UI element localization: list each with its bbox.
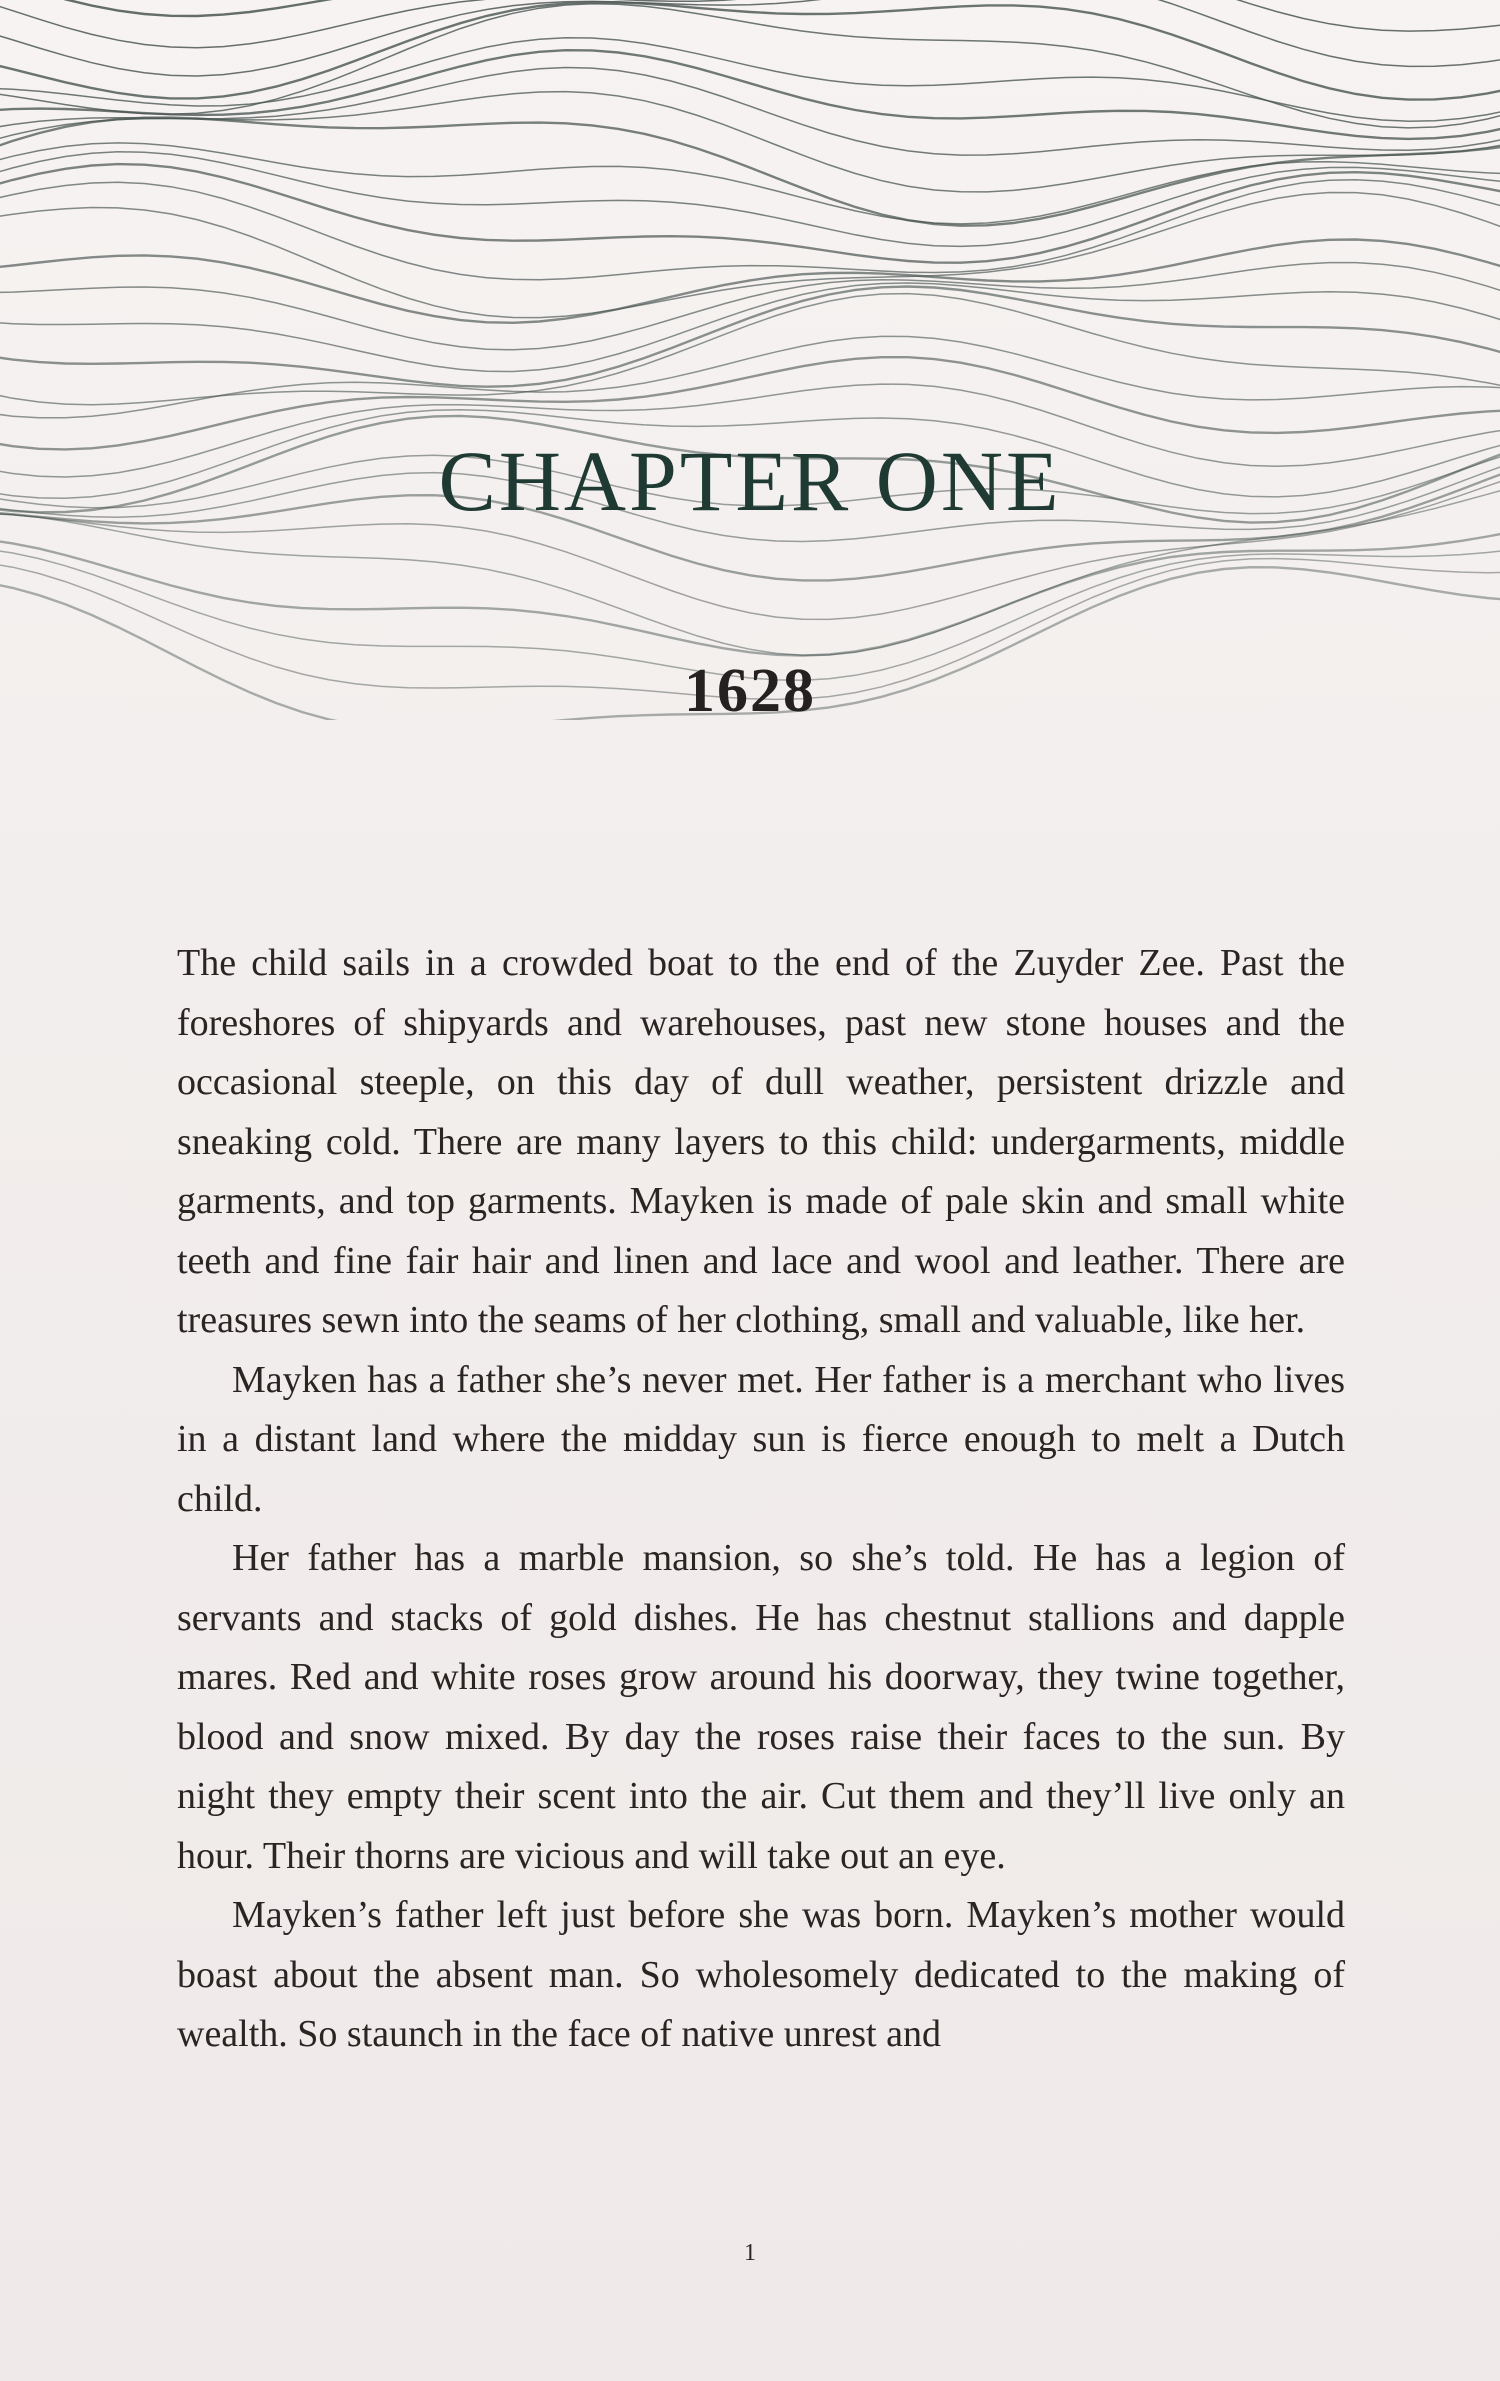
chapter-title: CHAPTER ONE [438, 433, 1062, 529]
wave-line [0, 287, 1500, 387]
wave-line [0, 240, 1500, 323]
wave-line [0, 68, 1500, 156]
paragraph: Mayken has a father she’s never met. Her father is a merchant who lives in a distant land where the midday sun is fierce enough to melt a Dutch child. [177, 1358, 1345, 1520]
wave-line [0, 50, 1500, 139]
paragraph: The child sails in a crowded boat to the end of the Zuyder Zee. Past the foreshores of shipyards and warehouses, past new stone houses and the occasional steeple, on this day of dull weather, persistent drizzle and sneaking cold. There are many layers to this child: undergarments, middle garments, and top garments. Mayken is made of pale skin and small white teeth and fine fair hair and linen and lace and wool and leather. There are treasures sewn into the seams of her clothing, small and valuable, like her. [177, 942, 1345, 1341]
wave-line [0, 118, 1500, 226]
wave-line [0, 2, 1500, 99]
wave-line [0, 263, 1500, 350]
wave-line [0, 294, 1500, 405]
chapter-year: 1628 [684, 657, 816, 725]
wave-line [0, 0, 1500, 16]
page-number: 1 [744, 2240, 756, 2266]
wave-lines-ornament [0, 0, 1500, 725]
wave-line [0, 193, 1500, 318]
paragraph: Mayken’s father left just before she was born. Mayken’s mother would boast about the absent man. So wholesomely dedicated to the making of wealth. So staunch in the face of native unrest and [177, 1894, 1345, 2055]
wave-line [0, 38, 1500, 122]
wave-line [0, 180, 1500, 280]
wave-line [0, 526, 1500, 655]
wave-line [0, 164, 1500, 263]
body-text [177, 934, 1345, 2065]
paragraph: Her father has a marble mansion, so she’s told. He has a legion of servants and stacks of gold dishes. He has chestnut stallions and dapple mares. Red and white roses grow around his doorway, they twine together, blood and snow mixed. By day the roses raise their faces to the sun. By night they empty their scent into the air. Cut them and they’ll live only an hour. Their thorns are vicious and will take out an eye. [177, 1537, 1345, 1877]
